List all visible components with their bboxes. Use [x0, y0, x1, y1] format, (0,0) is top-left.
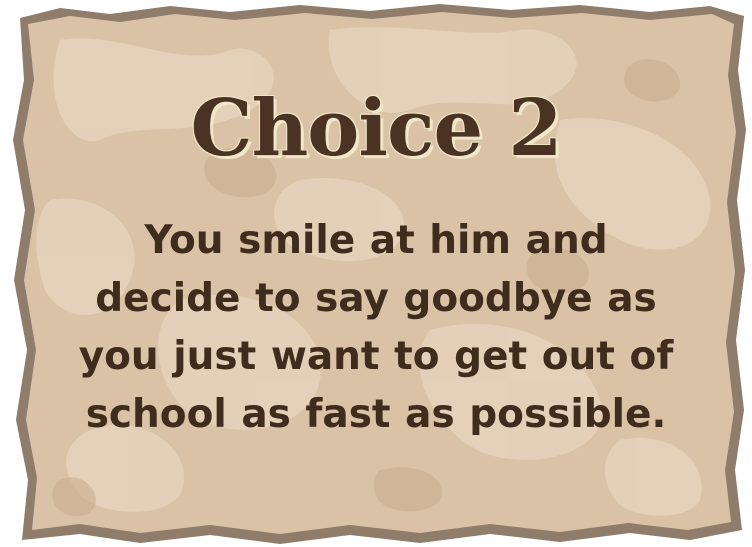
card-content [60, 83, 692, 444]
choice-description: You smile at him and decide to say goodbye as you just want to get out of school as fast as possible. [78, 218, 674, 437]
choice-title: Choice 2 [190, 83, 562, 174]
